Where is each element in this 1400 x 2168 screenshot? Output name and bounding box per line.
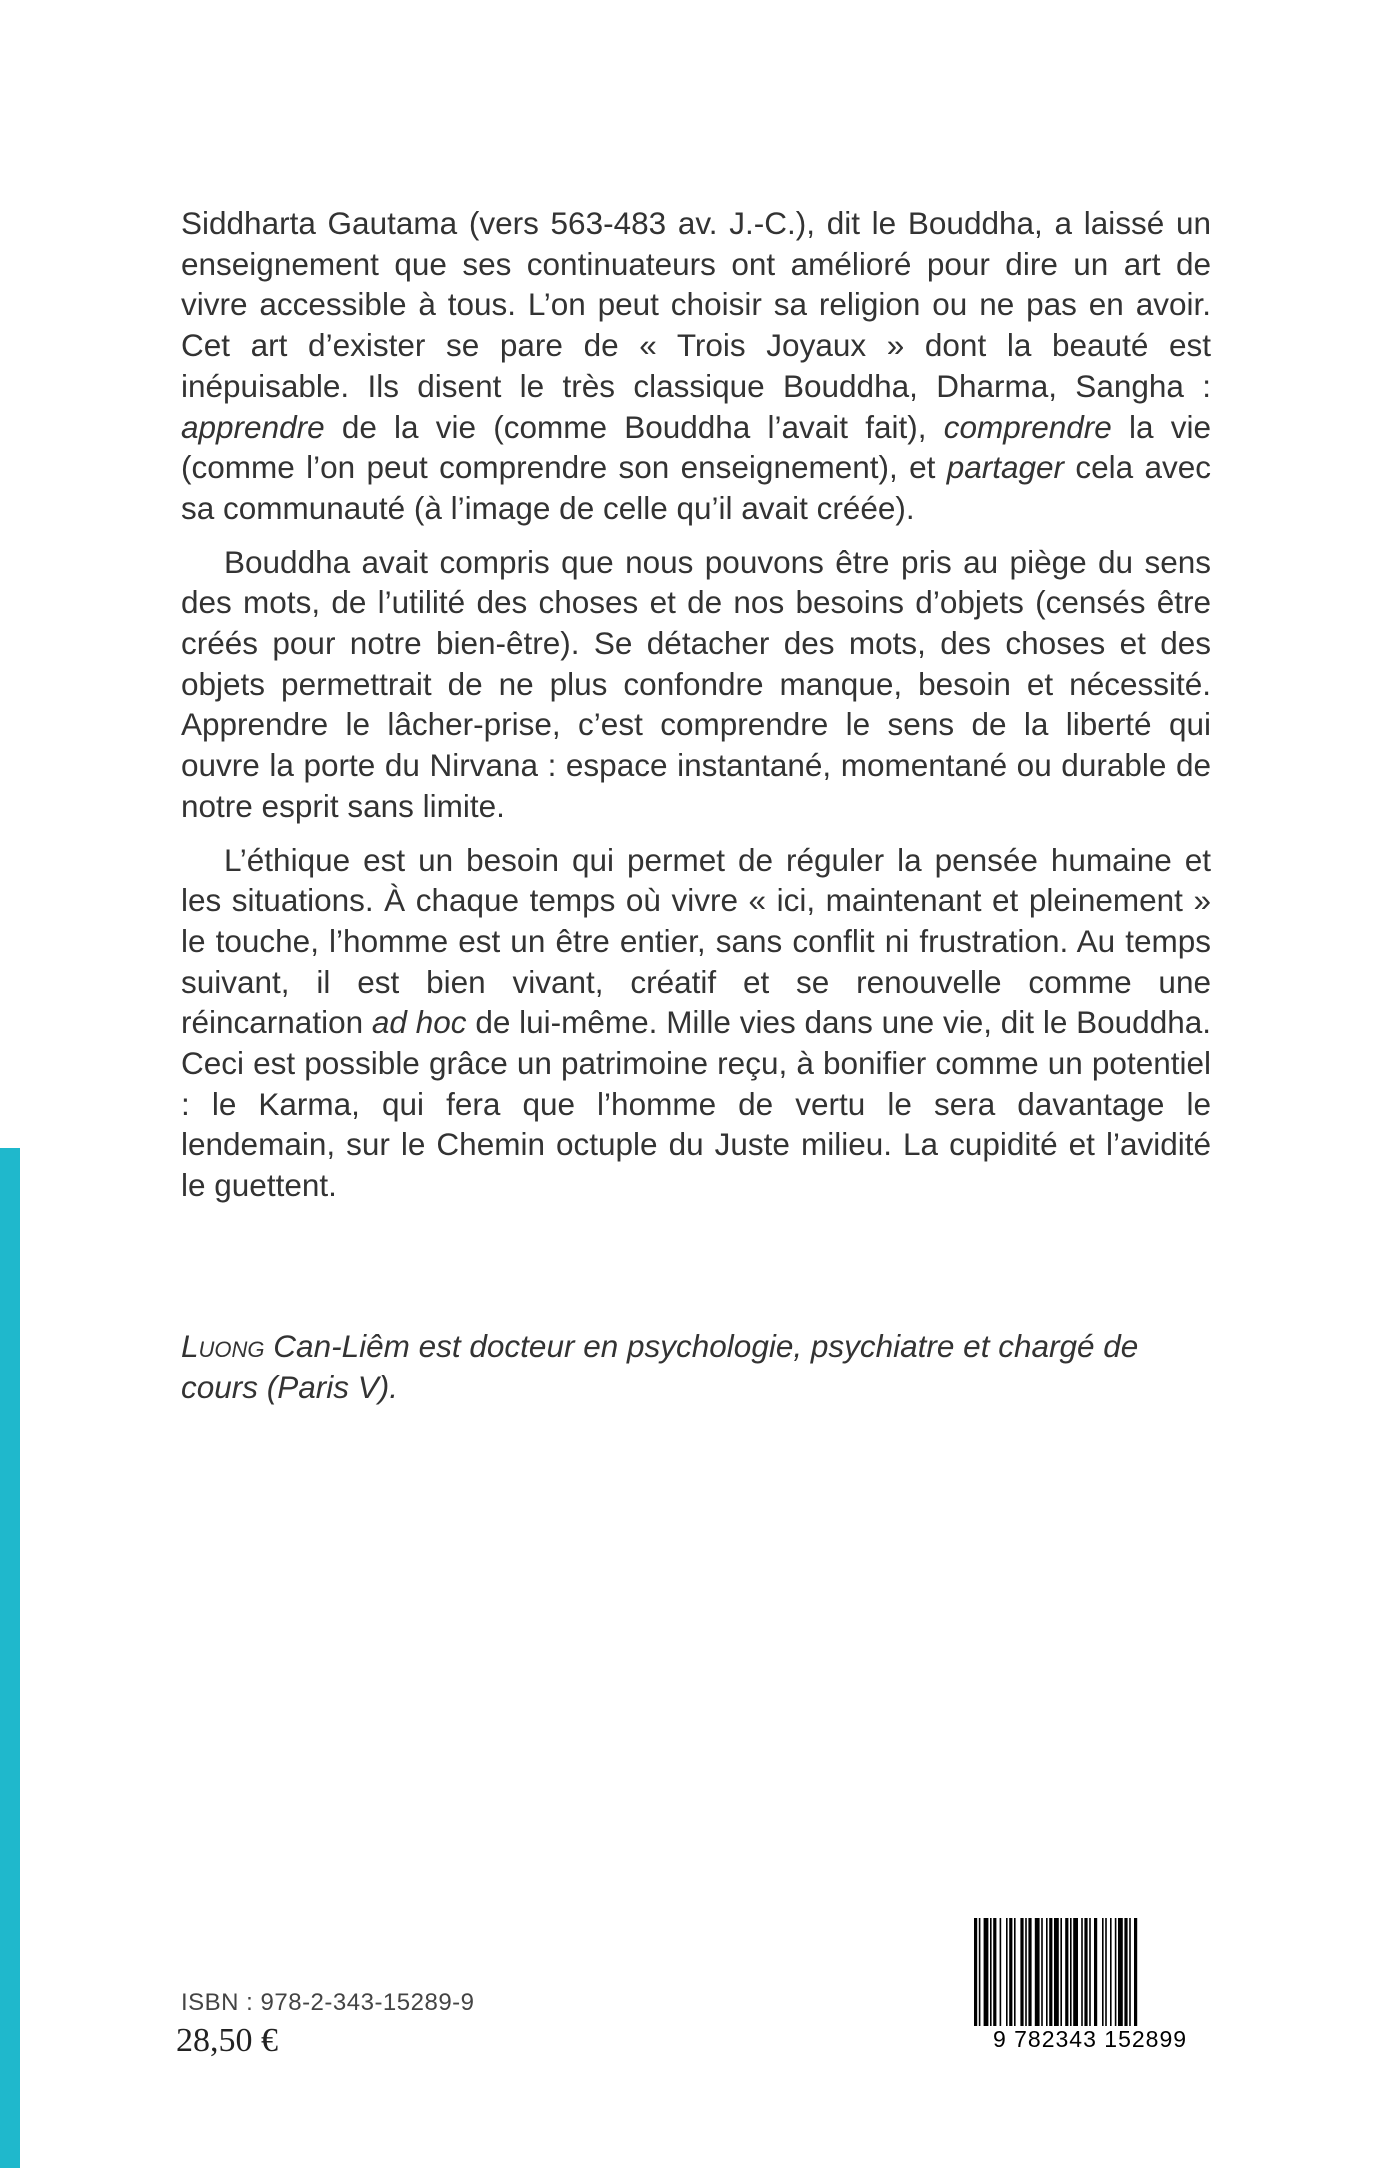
accent-color-bar [0, 1148, 20, 2168]
isbn-label: ISBN : 978-2-343-15289-9 [181, 1989, 475, 2016]
summary-paragraph-2: Bouddha avait compris que nous pouvons être pris au piège du sens des mots, de l’utilité des choses et de nos besoins d’objets (censés être créés pour notre bien-être). Se détacher des mots, des choses et des objets permettrait de ne plus confondre manque, besoin et nécessité. Apprendre le lâcher-prise, c’est comprendre le sens de la liberté qui ouvre la porte du Nirvana : espace instantané, momentané ou durable de notre esprit sans limite. [181, 543, 1211, 824]
author-last-name: Luong [181, 1328, 265, 1364]
author-bio [181, 1326, 1211, 1407]
back-cover-summary [181, 203, 1211, 1219]
summary-paragraph-3: L’éthique est un besoin qui permet de réguler la pensée humaine et les situations. À chaque temps où vivre « ici, maintenant et pleinement » le touche, l’homme est un être entier, sans conflit ni frustration. Au temps suivant, il est bien vivant, créatif et se renouvelle comme une réincarnation ad hoc de lui-même. Mille vies dans une vie, dit le Bouddha. Ceci est possible grâce un patrimoine reçu, à bonifier comme un potentiel : le Karma, qui fera que l’homme de vertu le sera davantage le lendemain, sur le Chemin octuple du Juste milieu. La cupidité et l’avidité le guettent. [181, 841, 1211, 1204]
author-bio-text: est docteur en psychologie, psychiatre et chargé de cours (Paris V). [181, 1328, 1139, 1405]
summary-paragraph-1: Siddharta Gautama (vers 563-483 av. J.-C.), dit le Bouddha, a laissé un enseignement que ses continuateurs ont amélioré pour dire un art de vivre accessible à tous. L’on peut choisir sa religion ou ne pas en avoir. Cet art d’exister se pare de « Trois Joyaux » dont la beauté est inépuisable. Ils disent le très classique Bouddha, Dharma, Sangha : apprendre de la vie (comme Bouddha l’avait fait), comprendre la vie (comme l’on peut comprendre son enseignement), et partager cela avec sa communauté (à l’image de celle qu’il avait créée). [181, 205, 1211, 526]
author-first-name: Can-Liêm [273, 1328, 410, 1364]
price-label: 28,50 € [176, 2022, 278, 2059]
barcode-digits: 9 782343 152899 [968, 2026, 1212, 2053]
